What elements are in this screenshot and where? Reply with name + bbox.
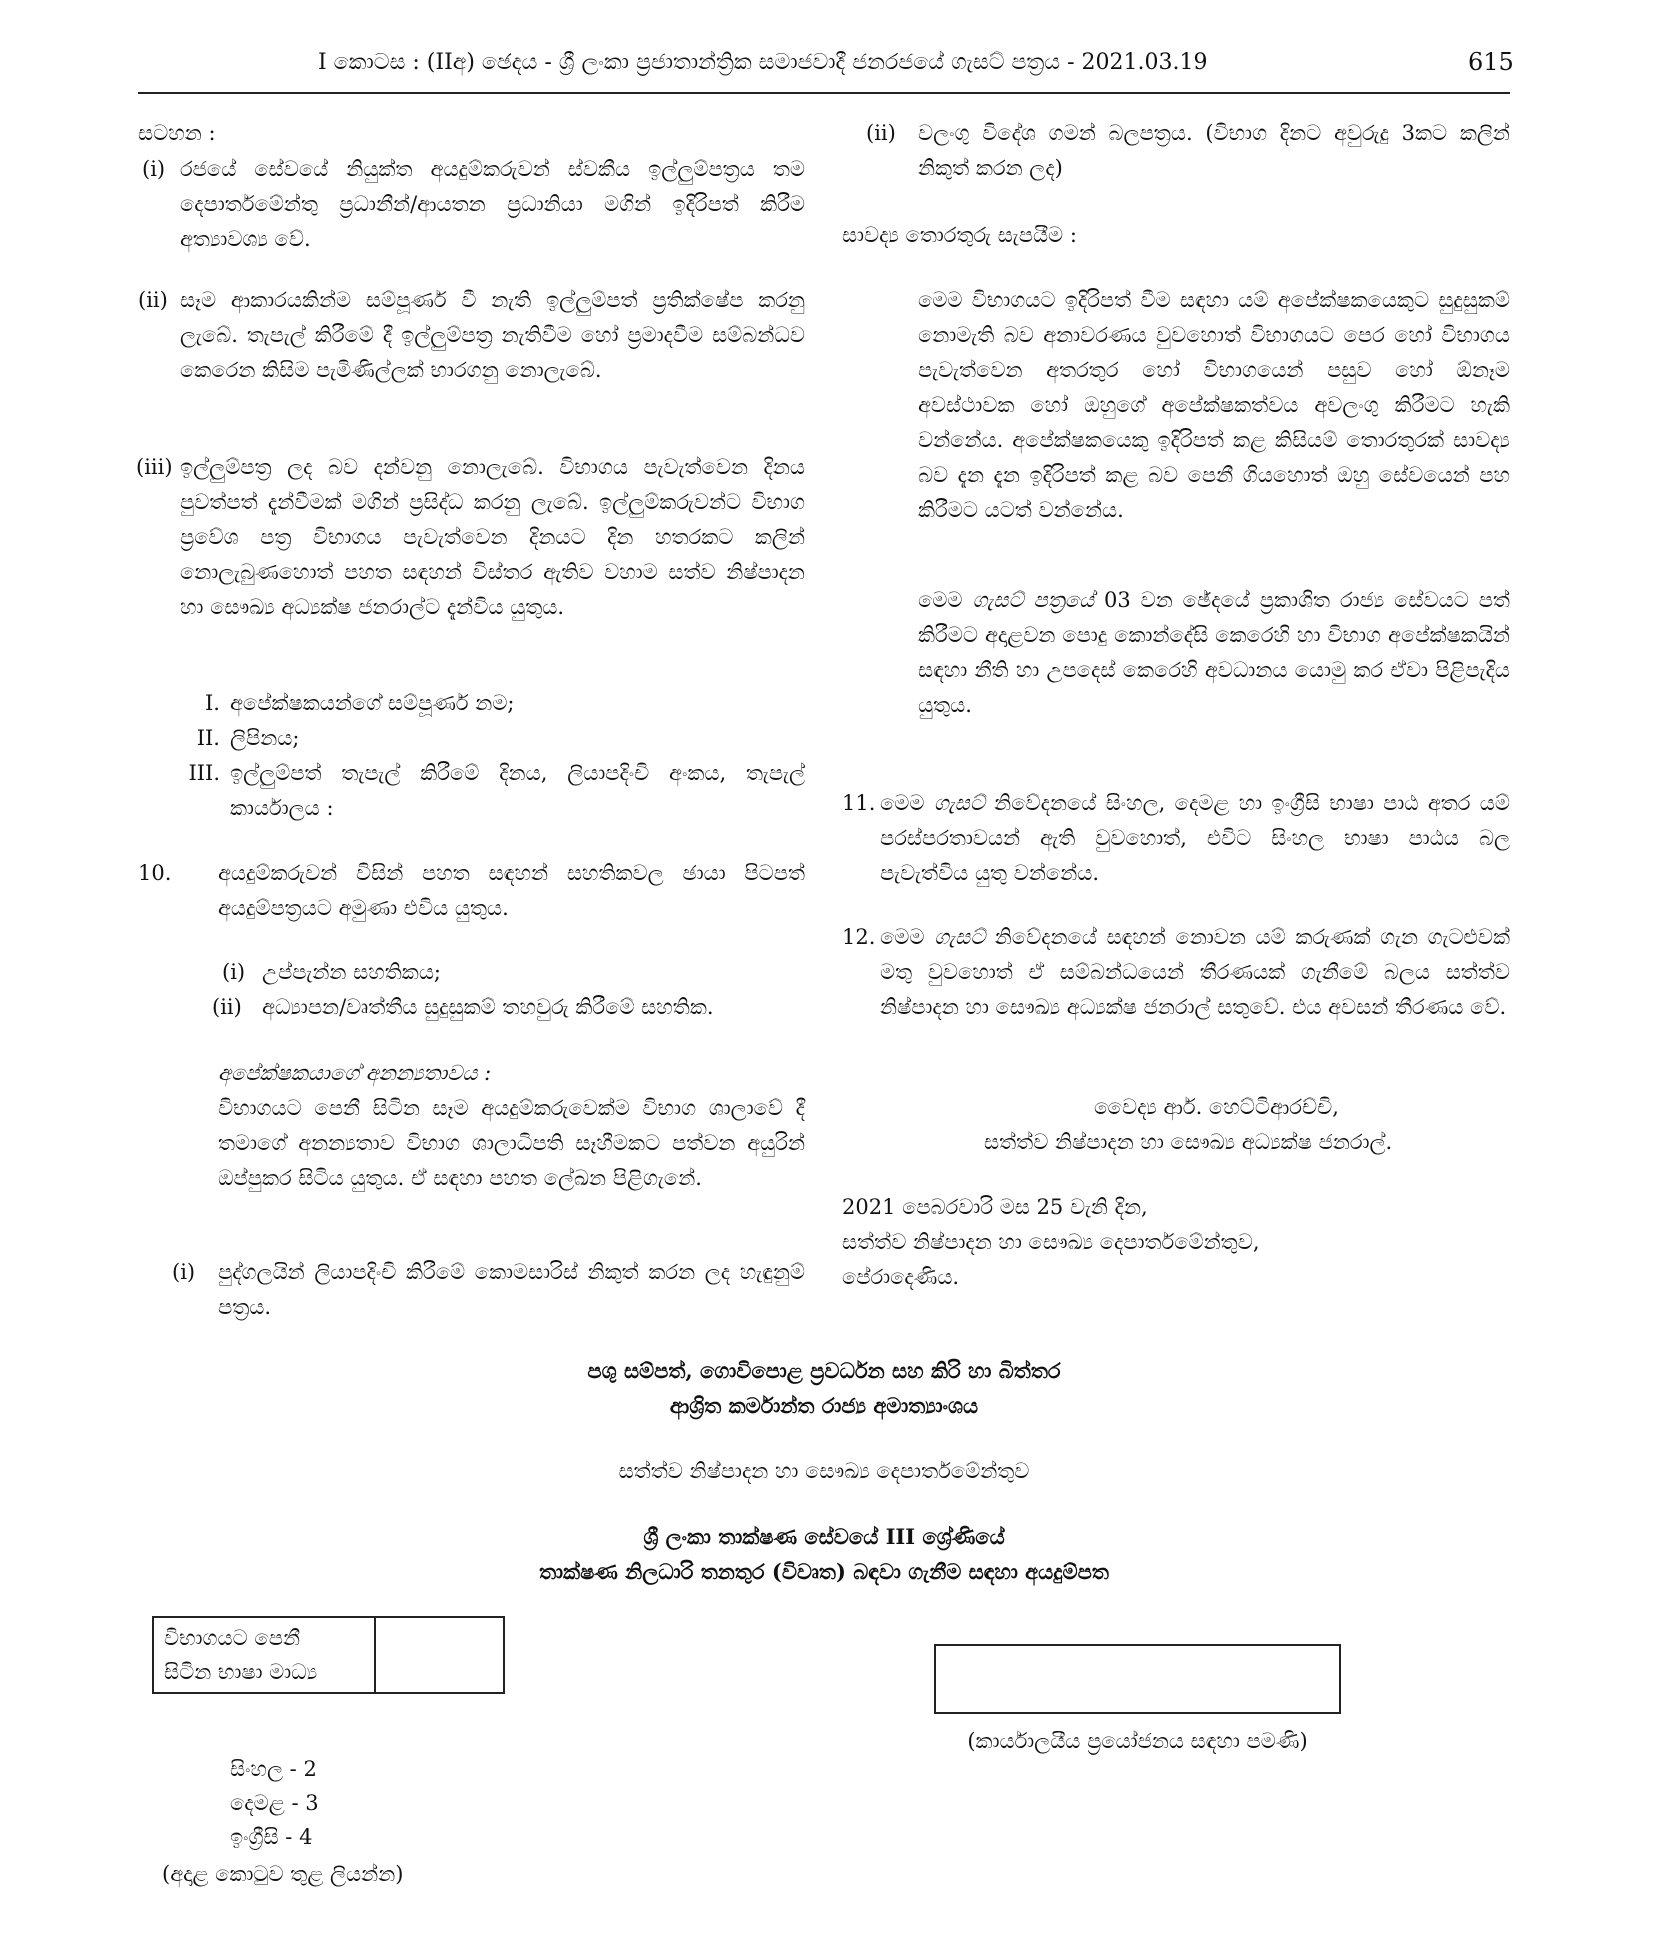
form-title-line-1: ශ්‍රී ලංකා තාක්ෂණ සේවයේ III ශ්‍රේණියේ xyxy=(643,1524,1005,1549)
language-label: දෙමළ xyxy=(230,1791,285,1815)
department-line: සත්ත්ව නිෂ්පාදන හා සෞඛ්‍ය දෙපාර්තමේන්තුව, xyxy=(842,1230,1260,1254)
header-rule xyxy=(138,92,1510,94)
roman-i-text: අපේක්ෂකයන්ගේ සම්පූර්ණ නම; xyxy=(230,691,515,715)
ministry-line-2: ආශ්‍රිත කර්මාන්ත රාජ්‍ය අමාත්‍යාංශය xyxy=(669,1393,979,1418)
para-11-text xyxy=(880,786,1510,891)
roman-i-number: I. xyxy=(205,691,220,715)
para-11-before: මෙම xyxy=(880,791,934,815)
form-title-line-2: තාක්ෂණ නිලධාරි තනතුර (විවෘත) බඳවා ගැනීම සඳහා අයදුම්පත xyxy=(539,1559,1109,1584)
cert-i-text: උප්පැන්න සහතිකය; xyxy=(262,960,441,984)
para-12-number: 12. xyxy=(842,925,876,949)
page-number: 615 xyxy=(1468,48,1514,76)
language-medium-label-line-1: විභාගයට පෙනී xyxy=(164,1626,300,1650)
para-11-number: 11. xyxy=(842,791,876,815)
roman-iii-number: III. xyxy=(188,761,220,785)
signatory-title: සත්ත්ව නිෂ්පාදන හා සෞඛ්‍ය අධ්‍යක්ෂ ජනරාල්. xyxy=(984,1130,1393,1154)
cert-ii-number: (ii) xyxy=(212,995,242,1019)
doc-i-text: පුද්ගලයින් ලියාපදිංචි කිරීමේ කොමසාරිස් නිකුත් කරන ලද හැඳුනුම් පත්‍රය. xyxy=(218,1260,805,1319)
language-code: - 2 xyxy=(289,1757,317,1781)
note-ii-number: (ii) xyxy=(138,288,168,312)
gazette-conditions-para xyxy=(918,583,1510,723)
gazette-header: I කොටස : (IIඅ) ඡෙදය - ශ්‍රී ලංකා ප්‍රජාතාන්ත්‍රික සමාජවාදී ජනරජයේ ගැසට් පත්‍රය - 2021.03.19 xyxy=(318,50,1208,75)
identity-heading: අපේක්ෂකයාගේ අනන්‍යතාවය : xyxy=(218,1061,492,1085)
office-use-caption: (කාර්යාලයීය ප්‍රයෝජනය සඳහා පමණි) xyxy=(967,1729,1308,1753)
note-ii-text: සෑම ආකාරයකින්ම සම්පූර්ණ වී නැති ඉල්ලුම්පත් ප්‍රතික්ෂේප කරනු ලැබේ. තැපැල් කිරීමේ දී ඉල්ලුම්පත්‍ර නැතිවීම හෝ ප්‍රමාදවීම සම්බන්ධව කෙරෙන කිසිම පැමිණිල්ලක් භාරගනු නොලැබේ. xyxy=(180,288,805,382)
para-12-before: මෙම xyxy=(880,925,935,949)
doc-ii-text: වලංගු විදේශ ගමන් බලපත්‍රය. (විභාග දිනට අවුරුදු 3කට කලින් නිකුත් කරන ලද) xyxy=(918,121,1510,180)
gazette-para-after: 03 වන ඡේදයේ ප්‍රකාශිත රාජ්‍ය සේවයට පත් කිරීමට අදාළවන පොදු කොන්දේසි කෙරෙහි හා විභාග අපේක්ෂකයින් සඳහා නීති හා උපදෙස් කෙරෙහි අවධානය යොමු කර ඒවා පිළිපැදිය යුතුය. xyxy=(918,588,1510,717)
signatory-name: වෛද්‍ය ආර්. හෙට්ටිආරච්චි, xyxy=(1094,1095,1339,1119)
date-line: 2021 පෙබරවාරි මස 25 වැනි දින, xyxy=(842,1195,1148,1219)
language-code: - 4 xyxy=(285,1825,313,1849)
language-medium-label xyxy=(153,1617,375,1693)
gazette-para-before: මෙම xyxy=(918,588,973,612)
language-label: සිංහල xyxy=(230,1757,283,1781)
doc-i-number: (i) xyxy=(172,1260,196,1284)
department-name: සත්ත්ව නිෂ්පාදන හා සෞඛ්‍ය දෙපාර්තමේන්තුව xyxy=(618,1459,1030,1483)
roman-iii-text: ඉල්ලුම්පත් තැපැල් කිරීමේ දිනය, ලියාපදිංචි අංකය, තැපැල් කාර්යාලය : xyxy=(230,761,805,820)
roman-ii-text: ලිපිනය; xyxy=(230,726,300,750)
note-heading: සටහන : xyxy=(138,121,216,145)
language-medium-input-box[interactable] xyxy=(375,1617,504,1693)
gazette-para-italic: ගැසට් පත්‍රයේ xyxy=(972,588,1095,612)
language-code-english xyxy=(230,1820,312,1855)
roman-ii-number: II. xyxy=(196,726,220,750)
language-medium-label-line-2: සිටින භාෂා මාධ්‍ය xyxy=(164,1660,318,1684)
cert-ii-text: අධ්‍යාපන/වෘත්තීය සුදුසුකම් තහවුරු කිරීමේ සහතික. xyxy=(262,995,714,1019)
para-11-after: නිවේදනයේ සිංහල, දෙමළ හා ඉංග්‍රීසි භාෂා පාඨ අතර යම් පරස්පරතාවයන් ඇති වුවහොත්, එවිට සිංහල භාෂා පාඨය බල පැවැත්විය යුතු වන්නේය. xyxy=(880,791,1510,885)
language-code: - 3 xyxy=(291,1791,319,1815)
language-code-sinhala xyxy=(230,1752,317,1787)
doc-ii-number: (ii) xyxy=(866,121,896,145)
language-code-tamil xyxy=(230,1786,319,1821)
language-medium-table xyxy=(152,1616,505,1694)
language-label: ඉංග්‍රීසි xyxy=(230,1825,279,1849)
office-use-box xyxy=(934,1644,1341,1714)
para-11-italic: ගැසට් xyxy=(933,791,985,815)
para-10-text: අයදුම්කරුවන් විසින් පහත සඳහන් සහතිකවල ඡායා පිටපත් අයදුම්පත්‍රයට අමුණා එවිය යුතුය. xyxy=(218,861,805,920)
para-10-number: 10. xyxy=(138,861,172,885)
note-i-text: රජයේ සේවයේ නියුක්ත අයදුම්කරුවන් ස්වකීය ඉල්ලුම්පත්‍රය තම දෙපාර්තමේන්තු ප්‍රධානීන්/ආයතන ප්‍රධානියා මගින් ඉදිරිපත් කිරීම අත්‍යාවශ්‍ය වේ. xyxy=(180,157,805,251)
false-info-text: මෙම විභාගයට ඉදිරිපත් වීම සඳහා යම් අපේක්ෂකයෙකුට සුදුසුකම් නොමැති බව අනාවරණය වුවහොත් විභාගයට පෙර හෝ විභාගය පැවැත්වෙන අතරතුර හෝ විභාගයෙන් පසුව හෝ ඕනෑම අවස්ථාවක හෝ ඔහුගේ අපේක්ෂකත්වය අවලංගු කිරීමට හැකි වන්නේය. අපේක්ෂකයෙකු ඉදිරිපත් කළ කිසියම් තොරතුරක් සාවද්‍ය බව දැන දැන ඉදිරිපත් කළ බව පෙනී ගියහොත් ඔහු සේවයෙන් පහ කිරීමට යටත් වන්නේය. xyxy=(918,288,1510,522)
para-12-text xyxy=(880,920,1510,1025)
note-iii-text: ඉල්ලුම්පත්‍ර ලද බව දන්වනු නොලැබේ. විභාගය පැවැත්වෙන දිනය පුවත්පත් දැන්වීමක් මගින් ප්‍රසිද්ධ කරනු ලැබේ. ඉල්ලුම්කරුවන්ට විභාග ප්‍රවේශ පත්‍ර විභාගය පැවැත්වෙන දිනයට දින හතරකට කලින් නොලැබුණහොත් පහත සඳහන් විස්තර ඇතිව වහාම සත්ව නිෂ්පාදන හා සෞඛ්‍ය අධ්‍යක්ෂ ජනරාල්ට දැන්විය යුතුය. xyxy=(180,455,805,619)
false-info-heading: සාවද්‍ය තොරතුරු සැපයීම : xyxy=(842,223,1077,247)
place-line: පේරාදෙණිය. xyxy=(842,1265,960,1289)
note-iii-number: (iii) xyxy=(136,455,173,479)
ministry-line-1: පශු සම්පත්, ගොවිපොළ ප්‍රවර්ධන සහ කිරි හා බිත්තර xyxy=(587,1358,1061,1383)
para-12-italic: ගැසට් xyxy=(934,925,986,949)
cert-i-number: (i) xyxy=(222,960,246,984)
para-12-after: නිවේදනයේ සඳහන් නොවන යම් කරුණක් ගැන ගැටළුවක් මතු වුවහොත් ඒ සම්බන්ධයෙන් තීරණයක් ගැනීමේ බලය සත්ත්ව නිෂ්පාදන හා සෞඛ්‍ය අධ්‍යක්ෂ ජනරාල් සතුවේ. එය අවසන් තීරණය වේ. xyxy=(880,925,1510,1019)
identity-text: විභාගයට පෙනී සිටින සෑම අයදුම්කරුවෙක්ම විභාග ශාලාවේ දී තමාගේ අනන්‍යතාව විභාග ශාලාධිපති සෑහීමකට පත්වන අයුරින් ඔප්පුකර සිටිය යුතුය. ඒ සඳහා පහත ලේඛන පිළිගැනේ. xyxy=(218,1096,805,1190)
box-instruction: (අදාළ කොටුව තුළ ලියන්න) xyxy=(162,1862,404,1886)
note-i-number: (i) xyxy=(142,157,166,181)
